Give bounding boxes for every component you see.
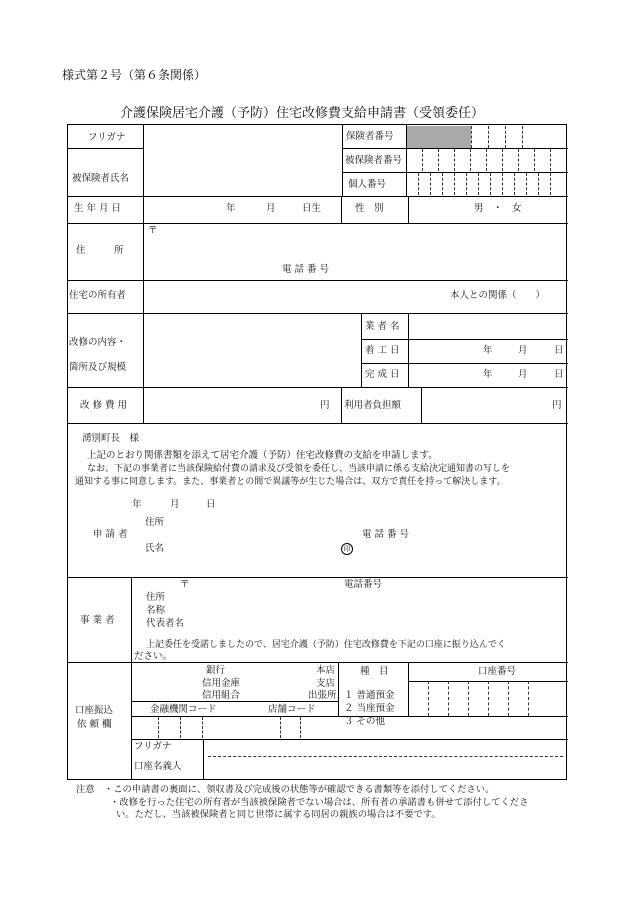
business-name-label: 名称 [146,605,166,616]
owner-label: 住宅の所有者 [69,290,127,301]
burden-yen: 円 [552,400,562,411]
account-no-label: 口座番号 [478,666,517,677]
holder-furigana-label: フリガナ [134,741,172,752]
phone-label: 電 話 番 号 [282,264,330,275]
cost-label: 改 修 費 用 [80,400,128,411]
bank-label-2: 依 頼 欄 [77,719,112,730]
applicant-phone-label: 電 話 番 号 [362,529,410,540]
declaration-line-2: なお、下記の事業者に当該保険給付費の請求及び受領を委任し、当該申請に係る支給決定通知書の写しを [87,464,511,474]
bank-type-kumiai: 信用組合 [202,690,241,701]
business-address-label: 住所 [146,592,166,603]
notes [76,784,528,822]
kind-3: ３ その他 [344,716,386,727]
complete-day: 日 [554,369,564,380]
bank-label-1: 口座振込 [75,705,114,716]
page-title: 介護保険居宅介護（予防）住宅改修費支給申請書（受領委任） [120,106,485,121]
holder-label: 口座名義人 [134,761,182,772]
business-label: 事 業 者 [80,615,115,626]
birth-year: 年 [226,203,236,214]
start-day: 日 [554,345,564,356]
address-label: 住 所 [76,245,124,256]
sex-label: 性 別 [355,203,384,214]
start-date-label: 着 工 日 [365,345,400,356]
burden-label: 利用者負担額 [344,400,402,411]
seal-mark: 印 [341,543,353,555]
birth-month: 月 [266,203,276,214]
inst-code-label: 金融機関コード [150,704,217,715]
content-label-2: 箇所及び規模 [69,362,127,373]
cost-yen: 円 [320,400,330,411]
bank-type-shinkin: 信用金庫 [202,678,241,689]
date-day: 日 [206,499,216,510]
branch-shucchojo: 出張所 [308,690,337,701]
relation-label: 本人との関係（ ） [450,290,546,301]
bank-type-bank: 銀行 [206,665,226,676]
contractor-label: 業 者 名 [365,321,400,332]
applicant-address-label: 住所 [145,517,165,528]
date-month: 月 [170,499,180,510]
start-year: 年 [483,345,493,356]
insured-no-label: 被保険者番号 [345,155,403,166]
date-year: 年 [132,499,142,510]
note-1: ・この申請書の裏面に、領収書及び完成後の状態等が確認できる書類等を添付してください。 [103,784,495,795]
application-form [67,124,567,780]
complete-month: 月 [518,369,528,380]
postal-mark: 〒 [148,225,158,236]
sex-values: 男 ・ 女 [474,203,522,214]
kind-2: ２ 当座預金 [344,703,395,714]
branch-code-label: 店舗コード [268,704,316,715]
insured-name-label: 被保険者氏名 [72,173,130,184]
complete-year: 年 [483,369,493,380]
kind-1: １ 普通預金 [344,690,395,701]
business-postal-mark: 〒 [180,579,190,590]
complete-date-label: 完 成 日 [365,369,400,380]
declaration-line-1: 上記のとおり関係書類を添えて居宅介護（予防）住宅改修費の支給を申請します。 [87,450,438,461]
business-rep-label: 代表者名 [146,618,185,629]
form-code: 様式第２号（第６条関係） [62,68,207,82]
start-month: 月 [518,345,528,356]
applicant-name-label: 氏名 [145,543,165,554]
branch-shiten: 支店 [316,678,336,689]
content-label-1: 改修の内容・ [69,337,127,348]
birth-day: 日生 [302,203,322,214]
branch-honten: 本店 [316,665,336,676]
note-3: い。ただし、当該被保険者と同じ世帯に属する同居の親族の場合は不要です。 [116,809,441,820]
shaded-insurer-cell [407,126,471,148]
furigana-label: フリガナ [88,132,126,143]
business-text-1: 上記委任を受諾しましたので、居宅介護（予防）住宅改修費を下記の口座に振り込んでく [146,640,506,650]
business-phone-label: 電話番号 [344,579,383,590]
kind-label: 種 目 [360,666,389,677]
business-text-2: ださい。 [134,651,173,662]
addressee: 湧別町長 様 [82,433,140,444]
personal-no-label: 個人番号 [348,179,387,190]
notes-prefix: 注意 [76,784,95,795]
note-2: ・改修を行った住宅の所有者が当該被保険者でない場合は、所有者の承諾書も併せて添付してくださ [110,796,529,808]
declaration-line-3: 通知する事に同意します。また、事業者との間で異議等が生じた場合は、双方で責任を持って解決します。 [75,477,506,487]
birth-label: 生 年 月 日 [74,203,122,214]
applicant-label: 申 請 者 [93,529,128,540]
insurer-no-label: 保険者番号 [346,131,394,142]
